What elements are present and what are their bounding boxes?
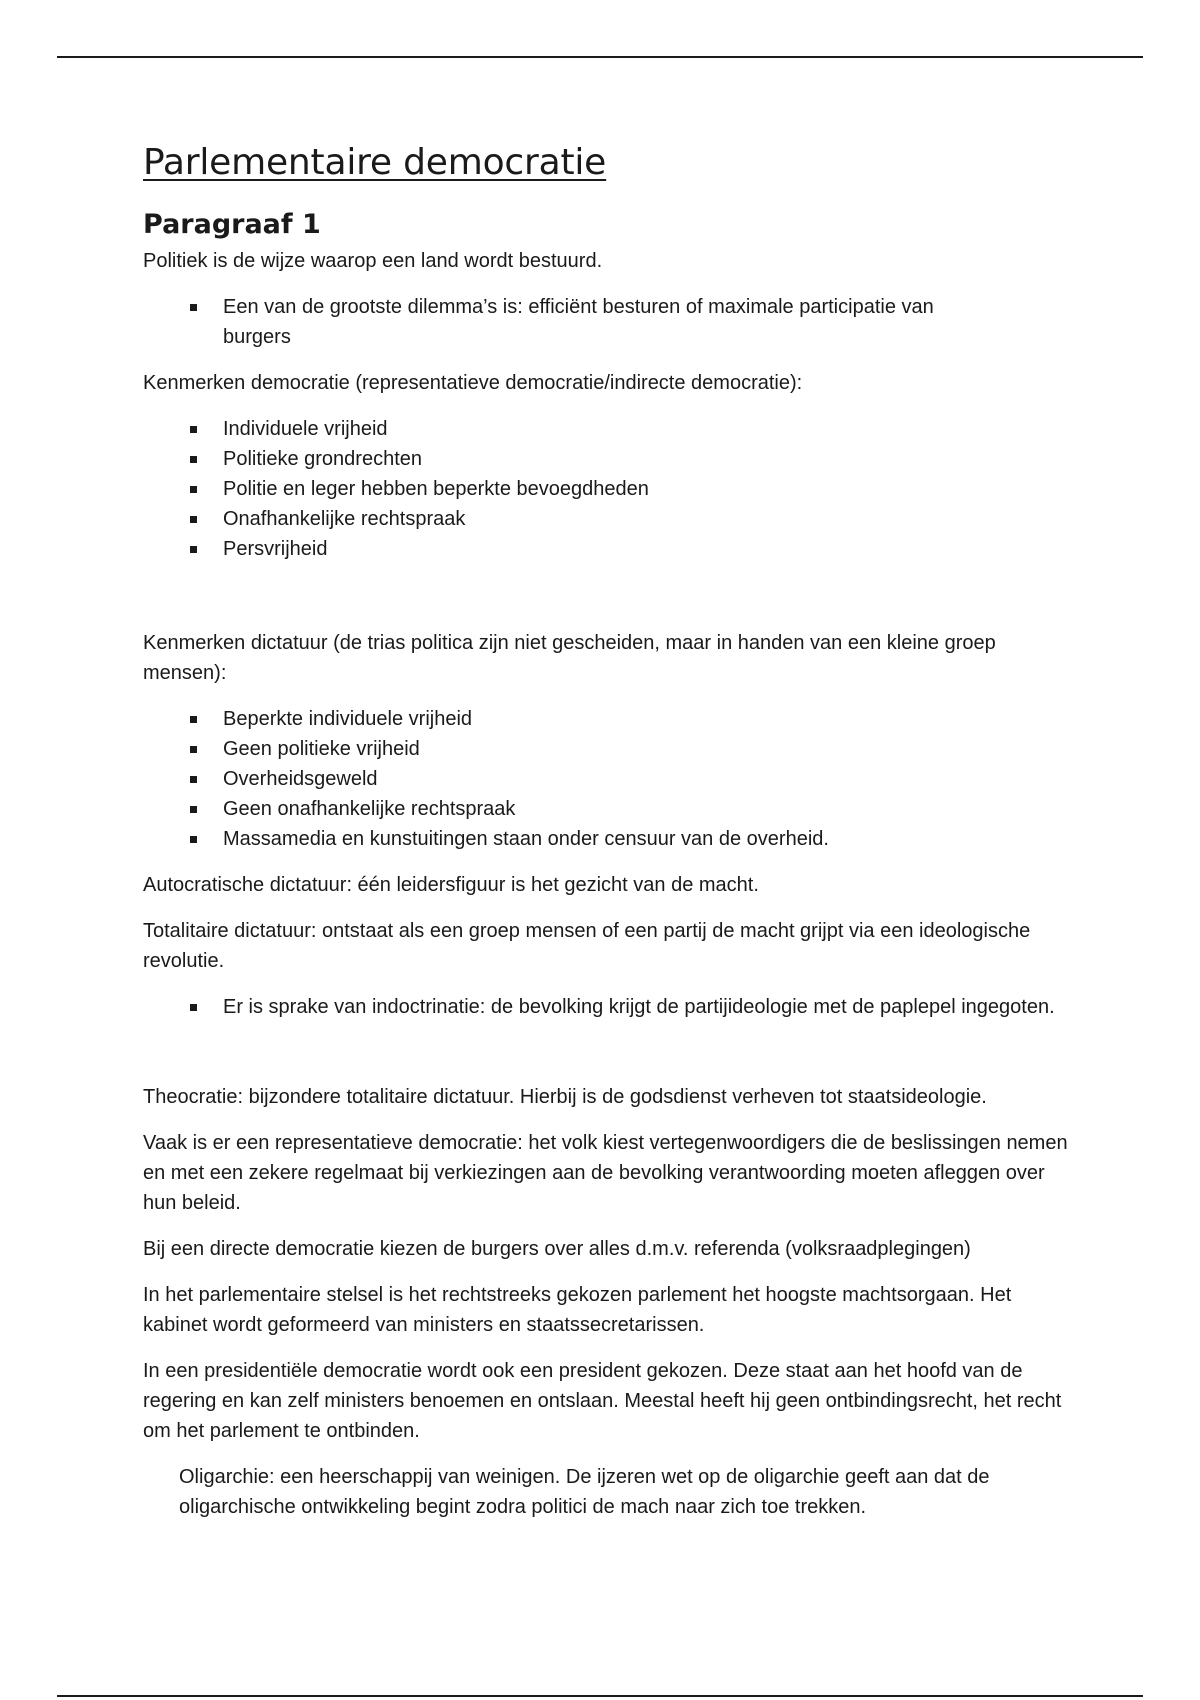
paragraph-presidentieel: In een presidentiële democratie wordt ook een president gekozen. Deze staat aan het hoofd van de regering en kan zelf ministers benoemen en ontslaan. Meestal heeft hij geen ontbindingsrecht, het recht om het parlement te ontbinden.	[143, 1359, 1062, 1442]
list-item: Politieke grondrechten	[223, 444, 1068, 474]
paragraph-representatief: Vaak is er een representatieve democratie: het volk kiest vertegenwoordigers die de beslissingen nemen en met een zekere regelmaat bij verkiezingen aan de bevolking verantwoording moeten afleggen over hun beleid.	[143, 1131, 1068, 1214]
bottom-rule	[57, 1695, 1143, 1697]
list-item: Massamedia en kunstuitingen staan onder censuur van de overheid.	[223, 824, 1068, 854]
section-heading: Paragraaf 1	[143, 209, 321, 241]
list-democratie	[143, 414, 1068, 564]
list-dictatuur	[143, 704, 1068, 854]
paragraph-direct: Bij een directe democratie kiezen de burgers over alles d.m.v. referenda (volksraadplegingen)	[143, 1237, 971, 1260]
list-item: Geen politieke vrijheid	[223, 734, 1068, 764]
paragraph-parlementair: In het parlementaire stelsel is het rechtstreeks gekozen parlement het hoogste machtsorgaan. Het kabinet wordt geformeerd van ministers en staatssecretarissen.	[143, 1283, 1012, 1336]
paragraph-politiek: Politiek is de wijze waarop een land wordt bestuurd.	[143, 249, 603, 272]
list-item: Beperkte individuele vrijheid	[223, 704, 1068, 734]
paragraph-kenmerken-democratie: Kenmerken democratie (representatieve democratie/indirecte democratie):	[143, 371, 803, 394]
page-title: Parlementaire democratie	[143, 142, 607, 183]
top-rule	[57, 56, 1143, 58]
list-item: Overheidsgeweld	[223, 764, 1068, 794]
spacer	[143, 580, 1068, 628]
paragraph-oligarchie: Oligarchie: een heerschappij van weinigen. De ijzeren wet op de oligarchie geeft aan dat de oligarchische ontwikkeling begint zodra politici de mach naar zich toe trekken.	[179, 1465, 990, 1518]
list-item: Individuele vrijheid	[223, 414, 1068, 444]
spacer	[143, 1038, 1068, 1082]
paragraph-totalitair: Totalitaire dictatuur: ontstaat als een groep mensen of een partij de macht grijpt via een ideologische revolutie.	[143, 919, 1031, 972]
paragraph-theocratie: Theocratie: bijzondere totalitaire dictatuur. Hierbij is de godsdienst verheven tot staatsideologie.	[143, 1085, 987, 1108]
list-item: Persvrijheid	[223, 534, 1068, 564]
list-item: Een van de grootste dilemma’s is: efficiënt besturen of maximale participatie van burgers	[223, 292, 1068, 352]
list-item: Onafhankelijke rechtspraak	[223, 504, 1068, 534]
list-item: Geen onafhankelijke rechtspraak	[223, 794, 1068, 824]
paragraph-kenmerken-dictatuur: Kenmerken dictatuur (de trias politica zijn niet gescheiden, maar in handen van een kleine groep mensen):	[143, 631, 996, 684]
list-indoctrinatie	[143, 992, 1068, 1022]
list-dilemma	[143, 292, 1068, 352]
list-item: Politie en leger hebben beperkte bevoegdheden	[223, 474, 1068, 504]
list-item: Er is sprake van indoctrinatie: de bevolking krijgt de partijideologie met de paplepel ingegoten.	[223, 992, 1068, 1022]
paragraph-autocratisch: Autocratische dictatuur: één leidersfiguur is het gezicht van de macht.	[143, 873, 759, 896]
document-page	[143, 142, 1068, 1538]
